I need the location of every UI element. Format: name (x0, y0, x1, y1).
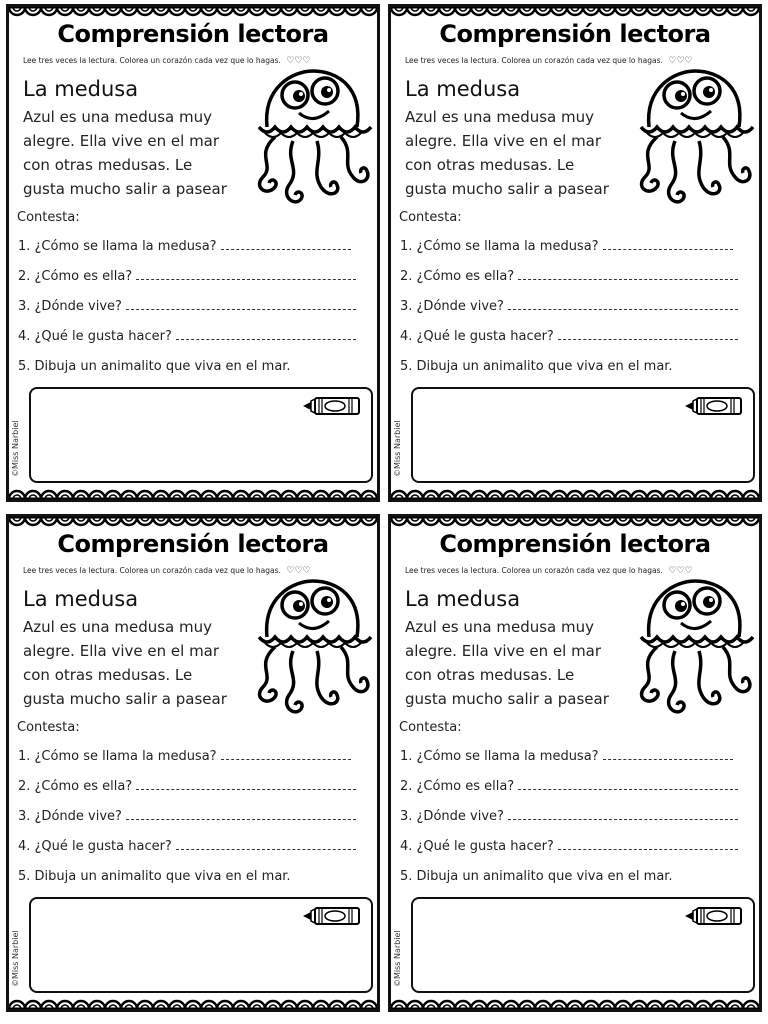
answer-heading: Contesta: (17, 210, 80, 225)
story-line: gusta mucho salir a pasear (23, 180, 227, 198)
crayon-icon (683, 905, 745, 927)
question-text: 3. ¿Dónde vive? (400, 809, 504, 824)
answer-line[interactable] (176, 338, 356, 340)
answer-line[interactable] (126, 818, 356, 820)
story-text (405, 105, 635, 201)
jellyfish-illustration (627, 575, 757, 725)
question-2 (400, 779, 752, 794)
question-text: 5. Dibuja un animalito que viva en el mar. (400, 869, 673, 884)
drawing-box[interactable] (29, 387, 373, 483)
question-3 (400, 809, 752, 824)
story-title: La medusa (23, 587, 139, 611)
answer-line[interactable] (518, 788, 738, 790)
worksheet-card (6, 514, 380, 1012)
drawing-box[interactable] (411, 897, 755, 993)
story-line: con otras medusas. Le (405, 156, 575, 174)
question-2 (18, 269, 370, 284)
question-text: 1. ¿Cómo se llama la medusa? (400, 239, 599, 254)
story-line: alegre. Ella vive en el mar (405, 132, 602, 150)
question-text: 4. ¿Qué le gusta hacer? (18, 839, 172, 854)
answer-line[interactable] (518, 278, 738, 280)
question-text: 4. ¿Qué le gusta hacer? (400, 329, 554, 344)
question-3 (18, 299, 370, 314)
story-text (23, 105, 253, 201)
instructions-text: Lee tres veces la lectura. Colorea un corazón cada vez que lo hagas. (23, 56, 281, 65)
story-line: alegre. Ella vive en el mar (405, 642, 602, 660)
answer-line[interactable] (603, 248, 733, 250)
scallop-border-bottom (391, 483, 759, 499)
story-line: alegre. Ella vive en el mar (23, 642, 220, 660)
question-2 (400, 269, 752, 284)
question-1 (18, 749, 370, 764)
story-line: alegre. Ella vive en el mar (23, 132, 220, 150)
story-line: gusta mucho salir a pasear (405, 180, 609, 198)
story-line: con otras medusas. Le (23, 156, 193, 174)
question-text: 4. ¿Qué le gusta hacer? (400, 839, 554, 854)
story-title: La medusa (23, 77, 139, 101)
question-3 (400, 299, 752, 314)
jellyfish-illustration (627, 65, 757, 215)
story-line: Azul es una medusa muy (23, 108, 213, 126)
question-4 (400, 839, 752, 854)
answer-line[interactable] (221, 758, 351, 760)
worksheet-title: Comprensión lectora (57, 530, 329, 558)
question-text: 3. ¿Dónde vive? (400, 299, 504, 314)
question-2 (18, 779, 370, 794)
answer-heading: Contesta: (399, 720, 462, 735)
copyright-credit: ©Miss Narbiel (393, 930, 402, 987)
instructions-text: Lee tres veces la lectura. Colorea un corazón cada vez que lo hagas. (405, 566, 663, 575)
question-1 (18, 239, 370, 254)
answer-line[interactable] (508, 818, 738, 820)
question-text: 3. ¿Dónde vive? (18, 299, 122, 314)
worksheet-title: Comprensión lectora (57, 20, 329, 48)
copyright-credit: ©Miss Narbiel (11, 420, 20, 477)
jellyfish-illustration (245, 575, 375, 725)
answer-line[interactable] (558, 338, 738, 340)
question-text: 5. Dibuja un animalito que viva en el mar. (18, 869, 291, 884)
answer-line[interactable] (136, 788, 356, 790)
question-text: 2. ¿Cómo es ella? (18, 269, 133, 284)
hearts-icon[interactable]: ♡♡♡ (286, 566, 311, 576)
drawing-box[interactable] (411, 387, 755, 483)
question-5 (18, 359, 370, 374)
hearts-icon[interactable]: ♡♡♡ (668, 566, 693, 576)
question-text: 5. Dibuja un animalito que viva en el mar. (18, 359, 291, 374)
scallop-border-bottom (9, 483, 377, 499)
question-5 (18, 869, 370, 884)
story-line: Azul es una medusa muy (405, 108, 595, 126)
question-text: 1. ¿Cómo se llama la medusa? (18, 239, 217, 254)
question-5 (400, 359, 752, 374)
question-text: 2. ¿Cómo es ella? (18, 779, 133, 794)
question-text: 2. ¿Cómo es ella? (400, 269, 515, 284)
worksheet-card (388, 4, 762, 502)
question-5 (400, 869, 752, 884)
answer-heading: Contesta: (17, 720, 80, 735)
story-line: con otras medusas. Le (23, 666, 193, 684)
copyright-credit: ©Miss Narbiel (393, 420, 402, 477)
hearts-icon[interactable]: ♡♡♡ (668, 56, 693, 66)
scallop-border-bottom (391, 993, 759, 1009)
question-text: 3. ¿Dónde vive? (18, 809, 122, 824)
scallop-border-bottom (9, 993, 377, 1009)
question-1 (400, 239, 752, 254)
answer-line[interactable] (126, 308, 356, 310)
answer-line[interactable] (508, 308, 738, 310)
question-text: 2. ¿Cómo es ella? (400, 779, 515, 794)
worksheet-card (6, 4, 380, 502)
question-text: 1. ¿Cómo se llama la medusa? (400, 749, 599, 764)
story-title: La medusa (405, 77, 521, 101)
question-4 (18, 839, 370, 854)
hearts-icon[interactable]: ♡♡♡ (286, 56, 311, 66)
question-text: 5. Dibuja un animalito que viva en el mar. (400, 359, 673, 374)
question-1 (400, 749, 752, 764)
answer-line[interactable] (603, 758, 733, 760)
jellyfish-illustration (245, 65, 375, 215)
question-text: 1. ¿Cómo se llama la medusa? (18, 749, 217, 764)
answer-line[interactable] (176, 848, 356, 850)
crayon-icon (301, 395, 363, 417)
drawing-box[interactable] (29, 897, 373, 993)
answer-line[interactable] (558, 848, 738, 850)
worksheet-card (388, 514, 762, 1012)
story-text (23, 615, 253, 711)
story-line: Azul es una medusa muy (405, 618, 595, 636)
worksheet-title: Comprensión lectora (439, 530, 711, 558)
answer-line[interactable] (136, 278, 356, 280)
instructions-text: Lee tres veces la lectura. Colorea un corazón cada vez que lo hagas. (405, 56, 663, 65)
story-line: gusta mucho salir a pasear (405, 690, 609, 708)
answer-heading: Contesta: (399, 210, 462, 225)
question-text: 4. ¿Qué le gusta hacer? (18, 329, 172, 344)
story-line: gusta mucho salir a pasear (23, 690, 227, 708)
story-title: La medusa (405, 587, 521, 611)
worksheet-title: Comprensión lectora (439, 20, 711, 48)
question-4 (18, 329, 370, 344)
story-line: con otras medusas. Le (405, 666, 575, 684)
question-3 (18, 809, 370, 824)
instructions-text: Lee tres veces la lectura. Colorea un corazón cada vez que lo hagas. (23, 566, 281, 575)
question-4 (400, 329, 752, 344)
crayon-icon (683, 395, 745, 417)
answer-line[interactable] (221, 248, 351, 250)
crayon-icon (301, 905, 363, 927)
copyright-credit: ©Miss Narbiel (11, 930, 20, 987)
story-line: Azul es una medusa muy (23, 618, 213, 636)
story-text (405, 615, 635, 711)
